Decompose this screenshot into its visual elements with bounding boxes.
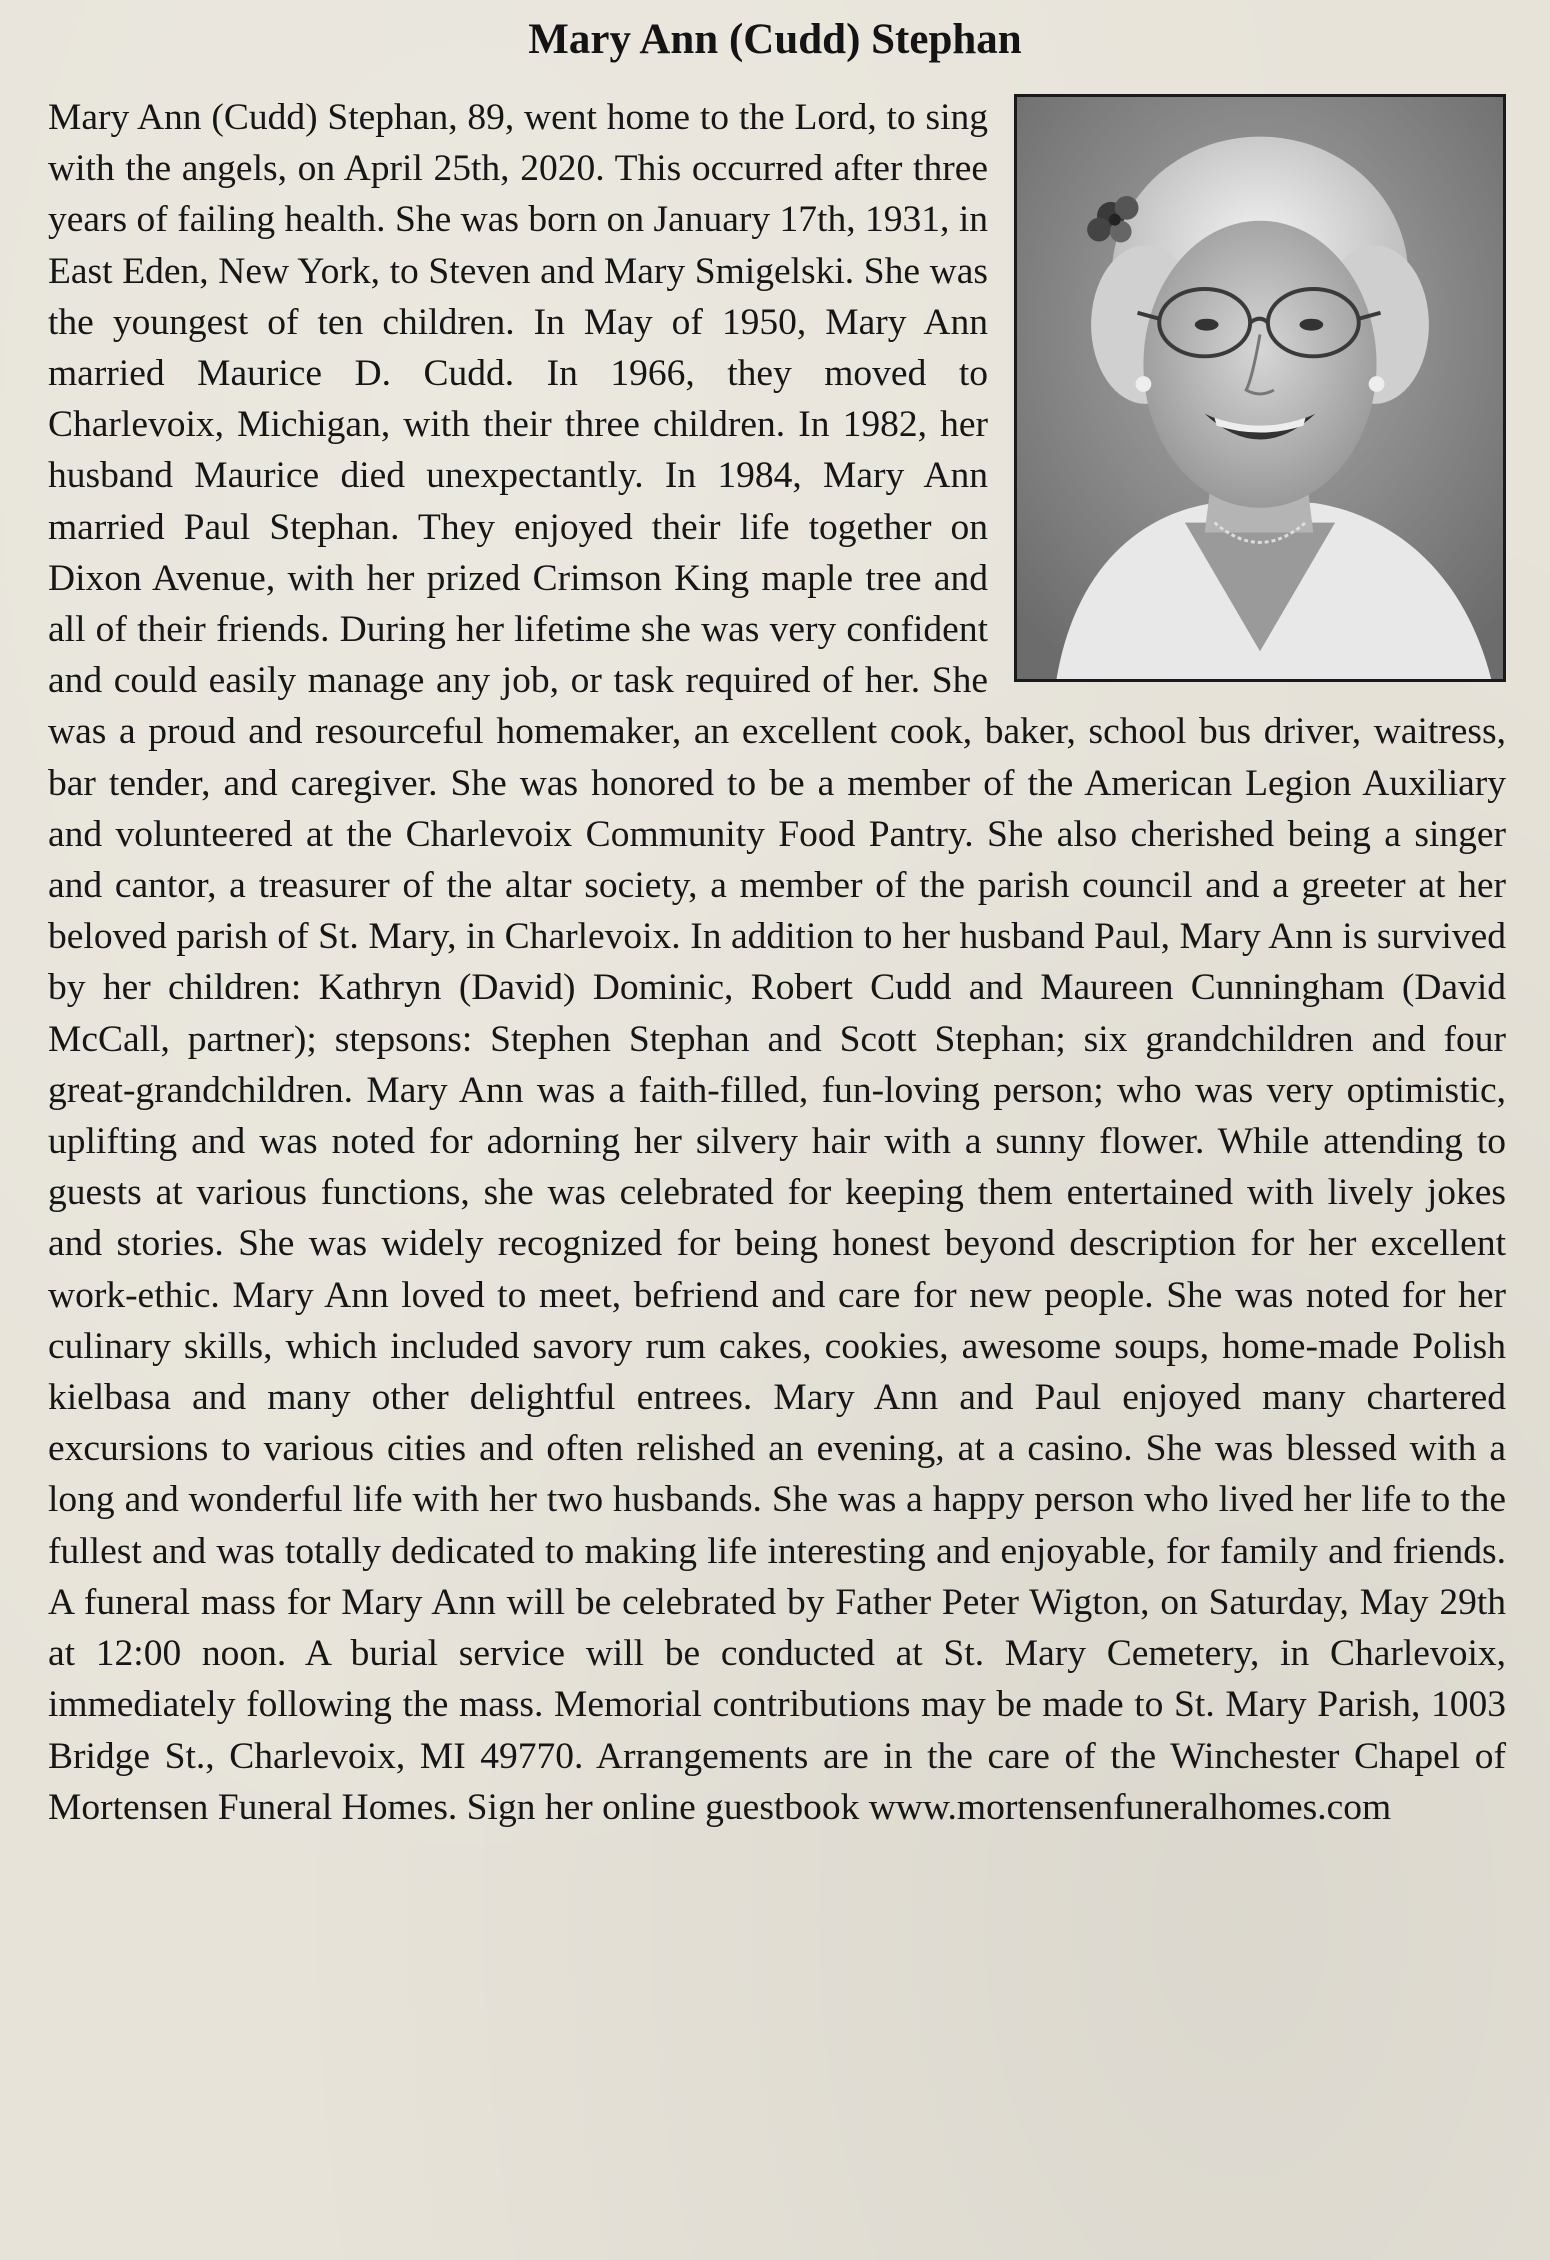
obituary-text: Mary Ann (Cudd) Stephan, 89, went home to the Lord, to sing with the angels, on April 25th, 2020. This occurred after three years of failing health. She was born on January 17th, 1931, in East Eden, New York, to Steven and Mary Smigelski. She was the youngest of ten children. In May of 1950, Mary Ann married Maurice D. Cudd. In 1966, they moved to Charlevoix, Michigan, with their three children. In 1982, her husband Maurice died unexpectantly. In 1984, Mary Ann married Paul Stephan. They enjoyed their life together on Dixon Avenue, with her prized Crimson King maple tree and all of their friends. During her lifetime she was very confident and could easily manage any job, or task required of her. She was a proud and resourceful homemaker, an excellent cook, baker, school bus driver, waitress, bar tender, and caregiver. She was honored to be a member of the American Legion Auxiliary and volunteered at the Charlevoix Community Food Pantry. She also cherished being a singer and cantor, a treasurer of the altar society, a member of the parish council and a greeter at her beloved parish of St. Mary, in Charlevoix. In addition to her husband Paul, Mary Ann is survived by her children: Kathryn (David) Dominic, Robert Cudd and Maureen Cunningham (David McCall, partner); stepsons: Stephen Stephan and Scott Stephan; six grandchildren and four great-grandchildren. Mary Ann was a faith-filled, fun-loving person; who was very optimistic, uplifting and was noted for adorning her silvery hair with a sunny flower. While attending to guests at various functions, she was celebrated for keeping them entertained with lively jokes and stories. She was widely recognized for being honest beyond description for her excellent work-ethic. Mary Ann loved to meet, befriend and care for new people. She was noted for her culinary skills, which included savory rum cakes, cookies, awesome soups, home-made Polish kielbasa and many other delightful entrees. Mary Ann and Paul enjoyed many chartered excursions to various cities and often relished an evening, at a casino. She was blessed with a long and wonderful life with her two husbands. She was a happy person who lived her life to the fullest and was totally dedicated to making life interesting and enjoyable, for family and friends. A funeral mass for Mary Ann will be celebrated by Father Peter Wigton, on Saturday, May 29th at 12:00 noon. A burial service will be conducted at St. Mary Cemetery, in Charlevoix, immediately following the mass. Memorial contributions may be made to St. Mary Parish, 1003 Bridge St., Charlevoix, MI 49770. Arrangements are in the care of the Winchester Chapel of Mortensen Funeral Homes. Sign her online guestbook www.​mortensenfuneralhomes.com <box>48 97 1506 1828</box>
obituary-headline: Mary Ann (Cudd) Stephan <box>528 16 1022 63</box>
portrait-image <box>1017 97 1503 679</box>
obituary-body <box>48 92 1506 1833</box>
portrait-photo <box>1014 94 1506 682</box>
